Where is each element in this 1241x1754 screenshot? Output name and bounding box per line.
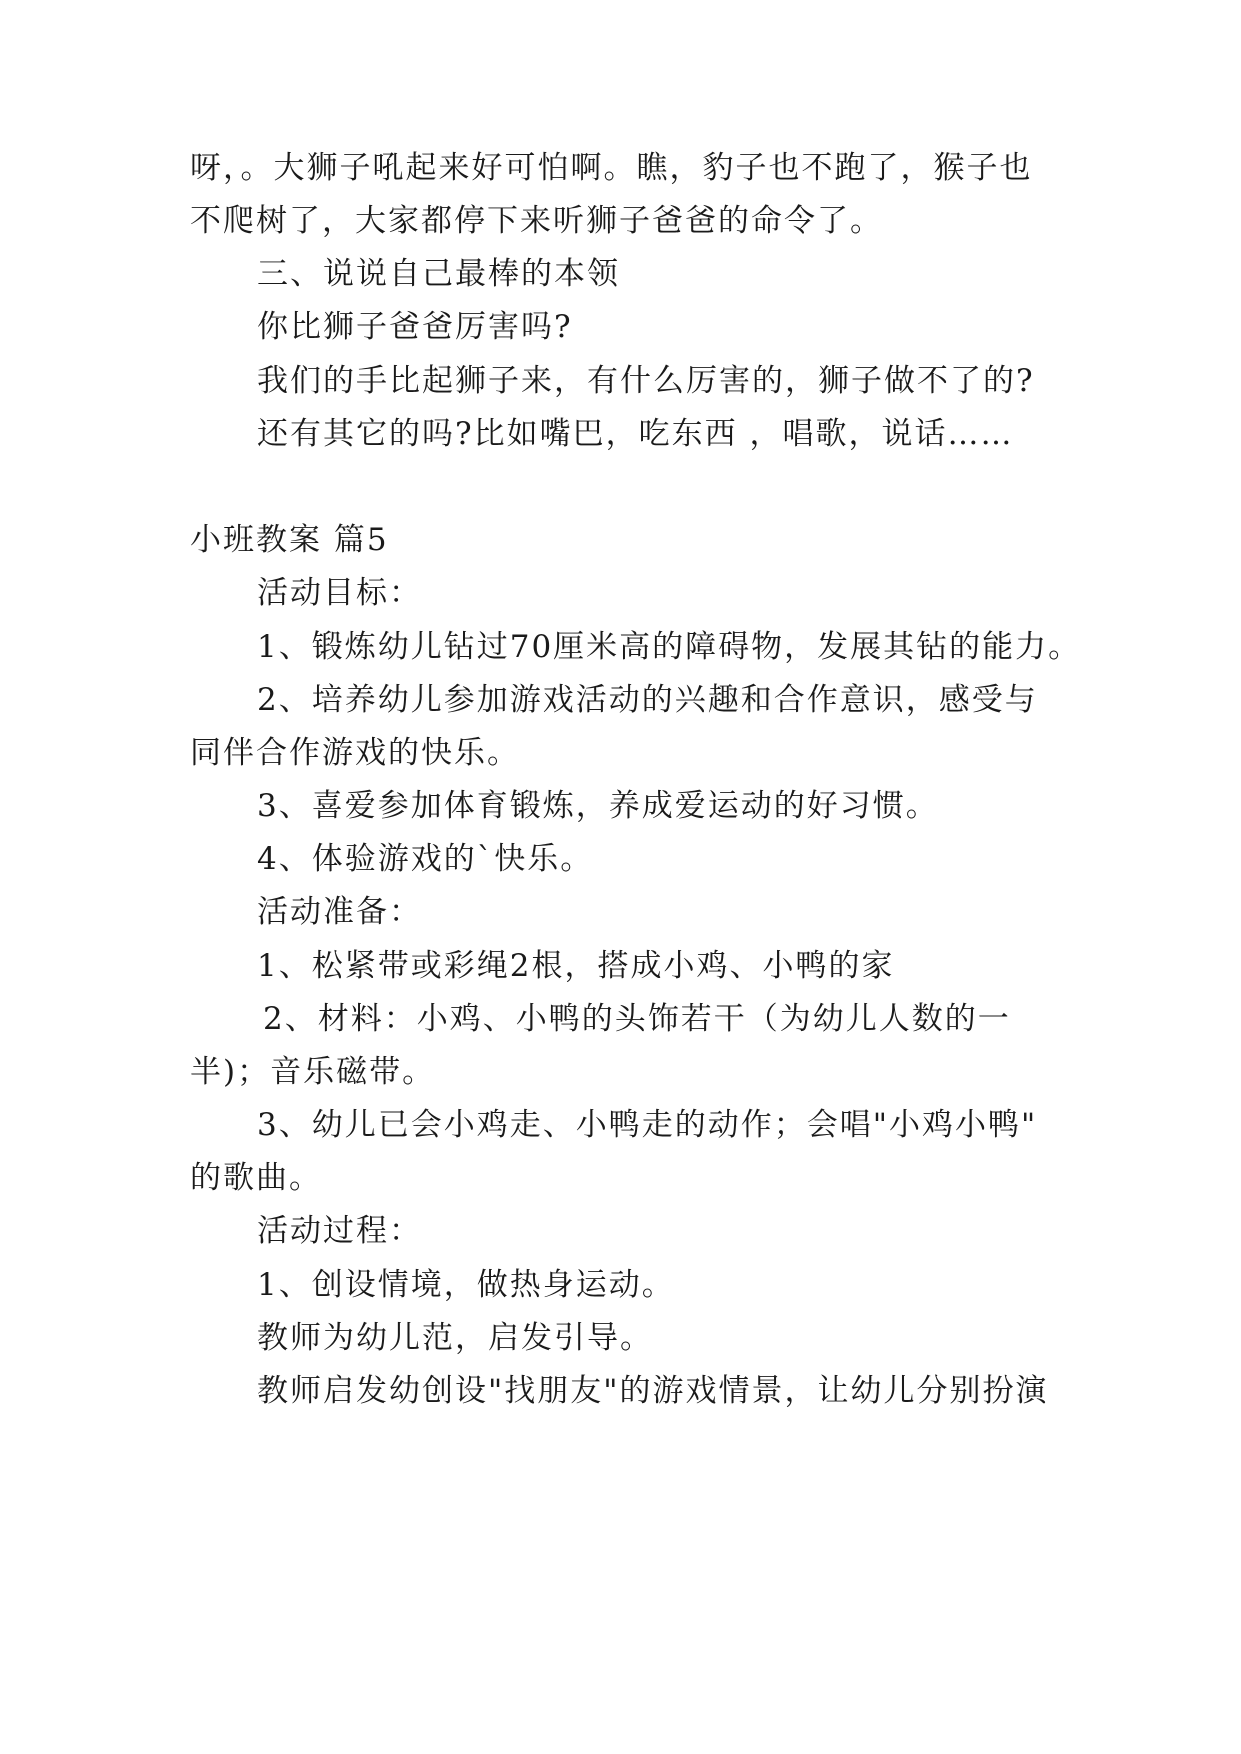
list-item: 2、培养幼儿参加游戏活动的兴趣和合作意识，感受与 — [257, 682, 1038, 718]
paragraph-line: 不爬树了，大家都停下来听狮子爸爸的命令了。 — [190, 203, 883, 239]
list-item-continuation: 半)；音乐磁带。 — [190, 1054, 436, 1090]
list-item: 1、创设情境，做热身运动。 — [257, 1267, 675, 1303]
paragraph-line: 教师启发幼创设"找朋友"的游戏情景，让幼儿分别扮演 — [257, 1373, 1049, 1409]
list-item: 1、松紧带或彩绳2根，搭成小鸡、小鸭的家 — [257, 948, 895, 984]
paragraph-line: 你比狮子爸爸厉害吗? — [257, 309, 573, 345]
list-item: 1、锻炼幼儿钻过70厘米高的障碍物，发展其钻的能力。 — [257, 629, 1082, 665]
list-item: 3、喜爱参加体育锻炼，养成爱运动的好习惯。 — [257, 788, 939, 824]
paragraph-line: 教师为幼儿范，启发引导。 — [257, 1320, 653, 1356]
section-heading: 活动准备： — [257, 894, 422, 930]
list-item: 4、体验游戏的`快乐。 — [257, 841, 594, 877]
section-heading: 活动目标： — [257, 575, 422, 611]
section-heading: 活动过程： — [257, 1213, 422, 1249]
paragraph-line: 还有其它的吗?比如嘴巴，吃东西 ，唱歌，说话…… — [257, 416, 1014, 452]
lesson-title: 小班教案 篇5 — [190, 522, 389, 558]
paragraph-line: 我们的手比起狮子来，有什么厉害的，狮子做不了的? — [257, 363, 1035, 399]
list-item-continuation: 的歌曲。 — [190, 1160, 322, 1196]
list-item: 2、材料：小鸡、小鸭的头饰若干（为幼儿人数的一 — [263, 1001, 1011, 1037]
list-item-continuation: 同伴合作游戏的快乐。 — [190, 735, 520, 771]
section-heading: 三、说说自己最棒的本领 — [257, 256, 620, 292]
paragraph-line: 呀，。大狮子吼起来好可怕啊。瞧，豹子也不跑了，猴子也 — [190, 150, 1033, 186]
list-item: 3、幼儿已会小鸡走、小鸭走的动作；会唱"小鸡小鸭" — [257, 1107, 1038, 1143]
